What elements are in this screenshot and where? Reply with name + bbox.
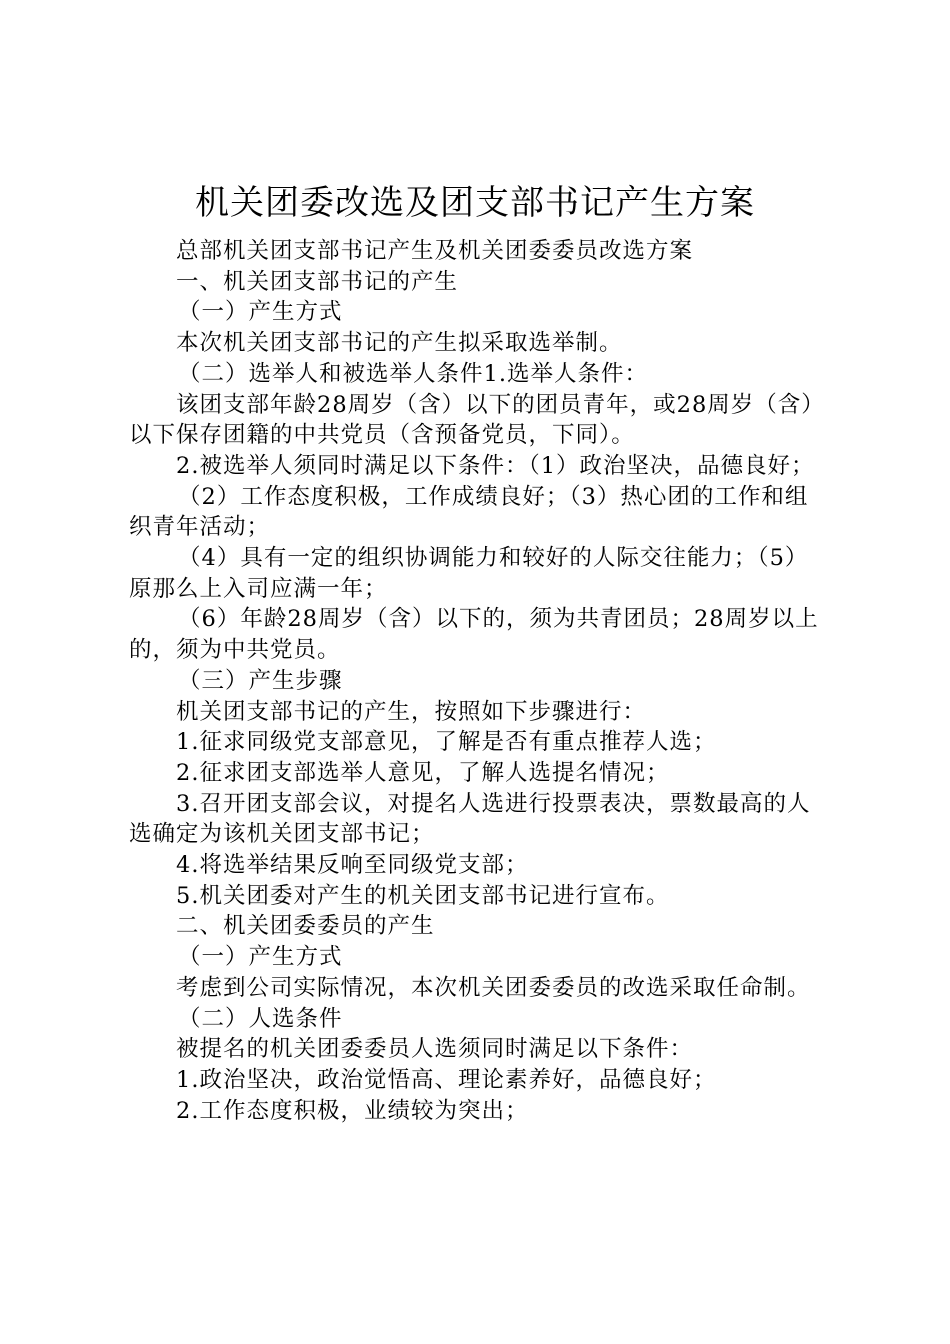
paragraph: 被提名的机关团委委员人选须同时满足以下条件： <box>176 1036 694 1063</box>
list-item: 4.将选举结果反响至同级党支部； <box>176 852 529 879</box>
section-heading-2: 二、机关团委委员的产生 <box>176 913 435 940</box>
paragraph: 考虑到公司实际情况，本次机关团委委员的改选采取任命制。 <box>176 974 811 1001</box>
paragraph: （4）具有一定的组织协调能力和较好的人际交往能力；（5）原那么上入司应满一年； <box>129 545 809 602</box>
paragraph: 本次机关团支部书记的产生拟采取选举制。 <box>176 330 623 357</box>
subheading-1-3: （三）产生步骤 <box>178 667 343 694</box>
list-item: 3.召开团支部会议，对提名人选进行投票表决，票数最高的人选确定为该机关团支部书记； <box>129 790 811 848</box>
subheading-2-1: （一）产生方式 <box>178 944 343 971</box>
subheading-1-1: （一）产生方式 <box>178 299 343 326</box>
intro-paragraph: 总部机关团支部书记产生及机关团委委员改选方案 <box>176 238 694 264</box>
list-item: 5.机关团委对产生的机关团支部书记进行宣布。 <box>176 882 670 909</box>
paragraph: 该团支部年龄28周岁（含）以下的团员青年，或28周岁（含）以下保存团籍的中共党员（含预备党员，下同）。 <box>129 391 825 449</box>
paragraph: 机关团支部书记的产生，按照如下步骤进行： <box>176 698 647 725</box>
list-item: 2.征求团支部选举人意见，了解人选提名情况； <box>176 759 670 786</box>
subheading-2-2: （二）人选条件 <box>178 1005 343 1032</box>
subheading-1-2: （二）选举人和被选举人条件1.选举人条件： <box>178 360 648 387</box>
list-item: 1.征求同级党支部意见，了解是否有重点推荐人选； <box>176 729 717 756</box>
document-body <box>129 236 829 1126</box>
paragraph: （2）工作态度积极，工作成绩良好；（3）热心团的工作和组织青年活动； <box>129 483 809 541</box>
document-title: 机关团委改选及团支部书记产生方案 <box>195 183 755 223</box>
paragraph: （6）年龄28周岁（含）以下的，须为共青团员；28周岁以上的，须为中共党员。 <box>129 606 819 664</box>
list-item: 1.政治坚决，政治觉悟高、理论素养好，品德良好； <box>176 1066 717 1093</box>
list-item: 2.工作态度积极，业绩较为突出； <box>176 1097 529 1124</box>
paragraph: 2.被选举人须同时满足以下条件：（1）政治坚决，品德良好； <box>176 452 815 479</box>
section-heading-1: 一、机关团支部书记的产生 <box>176 268 459 295</box>
